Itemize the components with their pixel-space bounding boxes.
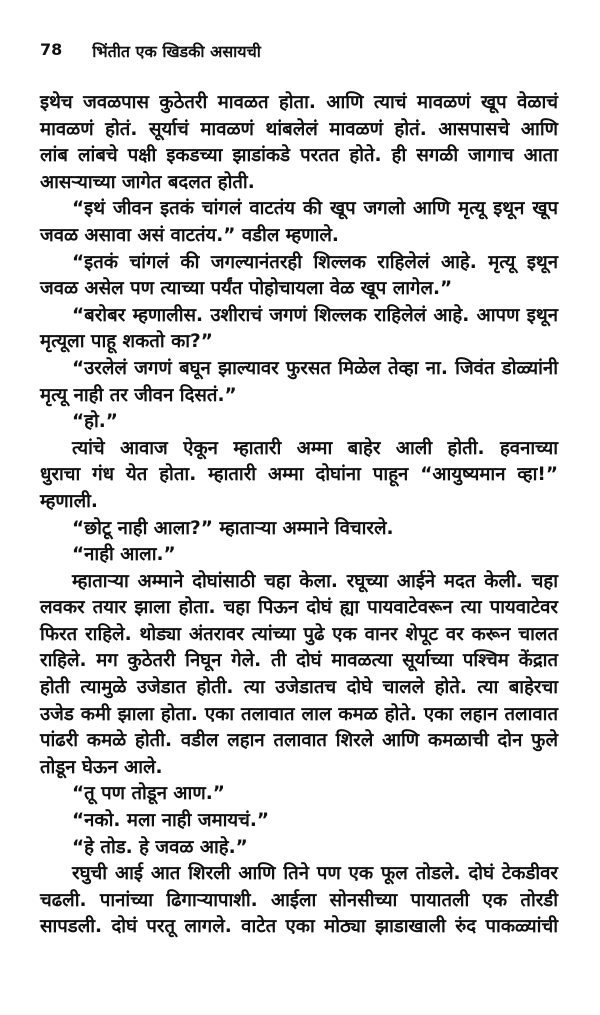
text-line: होती त्यामुळे उजेडात होती. त्या उजेडातच दोघे चालले होते. त्या बाहेरचा: [40, 677, 558, 699]
text-line: इथेच जवळपास कुठेतरी मावळत होता. आणि त्याचं मावळणं खूप वेळाचं: [40, 92, 558, 113]
paragraph: [40, 303, 558, 356]
text-line: “नको. मला नाही जमायचं.”: [72, 810, 270, 832]
text-line: “छोटू नाही आला?” म्हाताऱ्या अम्माने विचारले.: [72, 517, 394, 539]
text-line: चढली. पानांच्या ढिगाऱ्यापाशी. आईला सोनसीच्या पायातली एक तोरडी: [40, 889, 558, 911]
book-title: भिंतीत एक खिडकी असायची: [92, 42, 261, 61]
paragraph: [40, 516, 558, 543]
running-header: [40, 40, 261, 62]
text-line: फिरत राहिले. थोड्या अंतरावर त्यांच्या पुढे एक वानर शेपूट वर करून चालत: [40, 623, 558, 645]
text-line: मावळणं होतं. सूर्याचं मावळणं थांबलेलं मावळणं होतं. आसपासचे आणि: [40, 118, 558, 140]
text-line: लांब लांबचे पक्षी इकडच्या झाडांकडे परतत होते. ही सगळी जागाच आता: [40, 145, 558, 167]
text-line: “उरलेलं जगणं बघून झाल्यावर फुरसत मिळेल तेव्हा ना. जिवंत डोळ्यांनी: [72, 357, 558, 379]
paragraph: [40, 409, 558, 436]
text-line: मृत्यूला पाहू शकतो का?”: [40, 331, 213, 353]
page-number: 78: [40, 40, 63, 59]
text-line: रघुची आई आत शिरली आणि तिने पण एक फूल तोडले. दोघं टेकडीवर: [72, 863, 558, 885]
paragraph: [40, 196, 558, 249]
page-body-text: [40, 90, 558, 941]
text-line: “इतकं चांगलं की जगल्यानंतरही शिल्लक राहिलेलं आहे. मृत्यू इथून: [72, 251, 558, 273]
text-line: त्यांचे आवाज ऐकून म्हातारी अम्मा बाहेर आली होती. हवनाच्या: [72, 437, 558, 459]
text-line: मृत्यू नाही तर जीवन दिसतं.”: [40, 384, 237, 406]
paragraph: [40, 808, 558, 835]
text-line: जवळ असावा असं वाटतंय.” वडील म्हणाले.: [40, 224, 339, 246]
text-line: धुराचा गंध येत होता. म्हातारी अम्मा दोघांना पाहून “आयुष्यमान व्हा!”: [40, 464, 558, 486]
text-line: पांढरी कमळे होती. वडील लहान तलावात शिरले आणि कमळाची दोन फुले: [40, 730, 558, 752]
paragraph: [40, 250, 558, 303]
paragraph: [40, 90, 558, 196]
paragraph: [40, 569, 558, 782]
text-line: “नाही आला.”: [72, 544, 176, 566]
text-line: तोडून घेऊन आले.: [40, 756, 163, 778]
paragraph: [40, 835, 558, 862]
paragraph: [40, 436, 558, 516]
text-line: म्हाताऱ्या अम्माने दोघांसाठी चहा केला. रघूच्या आईने मदत केली. चहा: [72, 570, 558, 592]
text-line: राहिले. मग कुठेतरी निघून गेले. ती दोघं मावळत्या सूर्याच्या पश्चिम केंद्रात: [40, 650, 558, 672]
text-line: जवळ असेल पण त्याच्या पर्यंत पोहोचायला वेळ खूप लागेल.”: [40, 278, 453, 300]
text-line: उजेड कमी झाला होता. एका तलावात लाल कमळ होते. एका लहान तलावात: [40, 703, 558, 725]
paragraph: [40, 356, 558, 409]
text-line: “बरोबर म्हणालीस. उशीराचं जगणं शिल्लक राहिलेलं आहे. आपण इथून: [72, 304, 558, 326]
text-line: “हो.”: [72, 411, 118, 433]
text-line: लवकर तयार झाला होता. चहा पिऊन दोघं ह्या पायवाटेवरून त्या पायवाटेवर: [40, 597, 558, 619]
text-line: “हे तोड. हे जवळ आहे.”: [72, 836, 248, 858]
paragraph: [40, 861, 558, 941]
paragraph: [40, 542, 558, 569]
text-line: म्हणाली.: [40, 490, 98, 512]
paragraph: [40, 781, 558, 808]
text-line: आसऱ्याच्या जागेत बदलत होती.: [40, 171, 255, 193]
text-line: “तू पण तोडून आण.”: [72, 783, 225, 805]
text-line: सापडली. दोघं परतू लागले. वाटेत एका मोठ्या झाडाखाली रुंद पाकळ्यांची: [40, 916, 558, 938]
text-line: “इथं जीवन इतकं चांगलं वाटतंय की खूप जगलो आणि मृत्यू इथून खूप: [72, 198, 558, 220]
